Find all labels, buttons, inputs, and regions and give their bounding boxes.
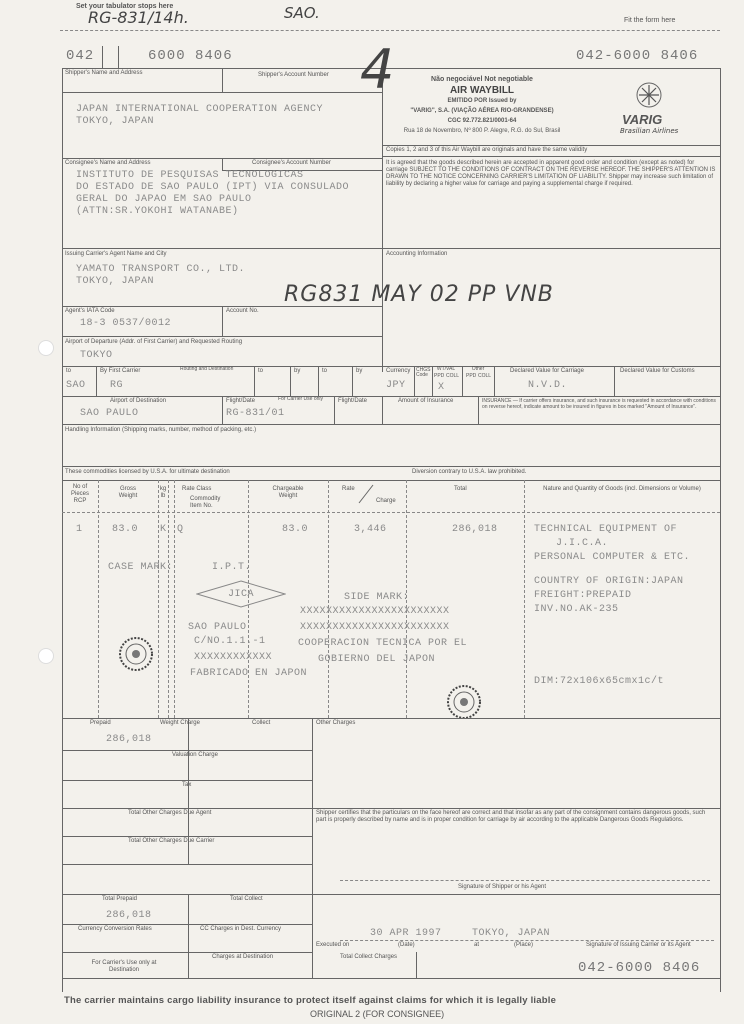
city-mark: SAO PAULO xyxy=(188,622,247,633)
goods-line: COUNTRY OF ORIGIN:JAPAN xyxy=(534,576,684,587)
fit-form-note: Fit the form here xyxy=(624,17,676,24)
date-label: (Date) xyxy=(398,942,415,948)
wt-val-label: WT/VAL xyxy=(436,366,456,372)
flight-value: RG-831/01 xyxy=(226,408,285,419)
not-negotiable: Não negociável Not negotiable xyxy=(431,76,533,83)
rate-class-value: Q xyxy=(177,524,184,535)
cgc: CGC 92.772.821/0001-64 xyxy=(447,118,517,124)
shipper-account-label: Shipper's Account Number xyxy=(258,72,329,78)
charges-dest-label: Charges at Destination xyxy=(212,954,274,960)
weight-charge-label: Weight Charge xyxy=(160,720,200,726)
issued-by: EMITIDO POR Issued by xyxy=(447,98,517,104)
due-carrier-label: Total Other Charges Due Carrier xyxy=(128,838,215,844)
carrier-value: RG xyxy=(110,380,124,391)
total-header: Total xyxy=(454,486,467,492)
prepaid-label: Prepaid xyxy=(90,720,111,726)
carrier-signature-label: Signature of Issuing Carrier or its Agent xyxy=(586,942,691,948)
diversion-note: Diversion contrary to U.S.A. law prohibited. xyxy=(412,469,527,475)
ppd-label: PPD xyxy=(434,373,445,379)
account-no-label: Account No. xyxy=(226,308,259,314)
consignee-line: (ATTN:SR.YOKOHI WATANABE) xyxy=(76,206,239,217)
by-label: by xyxy=(356,368,363,374)
executed-date: 30 APR 1997 xyxy=(370,928,442,939)
conditions-text: It is agreed that the goods described herein are accepted in apparent good order and condition (except as noted) for carriage SUBJECT TO THE CONDITIONS OF CONTRACT ON THE REVERSE HEREOF. THE SHIPPER'S ATTENTION IS DRAWN TO THE NOTICE CONCERNING CARRIER'S LIMITATION OF LIABILITY. Shipper may increase such limitation of liability by declaring a higher value for carriage and paying a supplemental charge if required. xyxy=(386,160,716,187)
copies-note: Copies 1, 2 and 3 of this Air Waybill are originals and have the same validity xyxy=(386,147,588,153)
side-x-line: XXXXXXXXXXXXXXXXXXXXXXX xyxy=(300,606,450,617)
awb-serial: 6000 8406 xyxy=(148,48,233,64)
executed-place: TOKYO, JAPAN xyxy=(472,928,551,939)
license-note: These commodities licensed by U.S.A. for ultimate destination xyxy=(65,469,230,475)
nature-header: Nature and Quantity of Goods (incl. Dimensions or Volume) xyxy=(543,486,701,492)
gov-mark: GOBIERNO DEL JAPON xyxy=(318,654,436,665)
rate-class-header: Rate Class xyxy=(182,486,212,492)
agent-line: YAMATO TRANSPORT CO., LTD. xyxy=(76,264,246,275)
shipper-signature-label: Signature of Shipper or his Agent xyxy=(458,884,547,890)
liability-notice: The carrier maintains cargo liability insurance to protect itself against claims for which it is legally liable xyxy=(64,995,557,1006)
insurance-note: INSURANCE — If carrier offers insurance, and such insurance is requested in accordance with conditions on reverse hereof, indicate amount to be insured in figures in box marked "Amount of Insurance". xyxy=(482,398,716,410)
side-mark: SIDE MARK: xyxy=(344,592,410,603)
round-stamp xyxy=(118,636,154,672)
consignee-line: GERAL DO JAPAO EM SAO PAULO xyxy=(76,194,252,205)
pieces-header: No of Pieces RCP xyxy=(70,484,89,504)
accounting-handwritten: RG831 MAY 02 PP VNB xyxy=(284,282,554,307)
issuer-address: Rua 18 de Novembro, Nº 800 P. Alegre, R.G. do Sul, Brasil xyxy=(403,128,561,134)
shipper-line: JAPAN INTERNATIONAL COOPERATION AGENCY xyxy=(76,104,324,115)
handwritten-four: 4 xyxy=(360,38,395,101)
case-mark: CASE MARK: xyxy=(108,562,174,573)
first-carrier-label: By First Carrier xyxy=(100,368,141,374)
varig-brand: VARIG xyxy=(622,112,663,127)
ppd-mark: X xyxy=(438,382,445,393)
total-prepaid-label: Total Prepaid xyxy=(102,896,138,902)
made-in-mark: FABRICADO EN JAPON xyxy=(190,668,308,679)
goods-line: FREIGHT:PREPAID xyxy=(534,590,632,601)
cno-mark: C/NO.1.1.-1 xyxy=(194,636,266,647)
handwritten-sao: SAO. xyxy=(284,4,320,22)
departure-value: TOKYO xyxy=(80,350,113,361)
coll-label: COLL xyxy=(446,373,460,379)
prepaid-weight-value: 286,018 xyxy=(106,734,152,745)
accounting-label: Accounting Information xyxy=(386,251,448,257)
kg-value: K xyxy=(160,524,167,535)
agent-line: TOKYO, JAPAN xyxy=(76,276,155,287)
consignee-line: DO ESTADO DE SAO PAULO (IPT) VIA CONSULADO xyxy=(76,182,350,193)
cc-charges-label: CC Charges in Dest. Currency xyxy=(200,926,282,932)
pieces-value: 1 xyxy=(76,524,83,535)
rate-header: Rate xyxy=(342,486,355,492)
consignee-line: INSTITUTO DE PESQUISAS TECNOLOGICAS xyxy=(76,170,304,181)
total-prepaid-value: 286,018 xyxy=(106,910,152,921)
handling-label: Handling Information (Shipping marks, number, method of packing, etc.) xyxy=(65,427,257,433)
currency-label: Currency xyxy=(386,368,411,374)
varig-logo-icon xyxy=(634,80,664,110)
charge-header: Charge xyxy=(376,498,396,504)
awb-title: AIR WAYBILL xyxy=(449,85,515,96)
punch-hole xyxy=(38,340,54,356)
tax-label: Tax xyxy=(182,782,192,788)
iata-code-value: 18-3 0537/0012 xyxy=(80,318,172,329)
consignee-label: Consignee's Name and Address xyxy=(65,160,151,166)
issuer: "VARIG", S.A. (VIAÇÃO AÉREA RIO-GRANDENSE) xyxy=(410,108,554,114)
ipt-mark: I.P.T. xyxy=(212,562,252,573)
flight-date-label: Flight/Date xyxy=(338,398,368,404)
place-label: (Place) xyxy=(514,942,534,948)
coll-label: COLL xyxy=(478,373,492,379)
other-charges-label: Other Charges xyxy=(316,720,356,726)
shipper-label: Shipper's Name and Address xyxy=(65,70,143,76)
airline-code: 042 xyxy=(66,48,95,64)
jica-mark: JICA xyxy=(228,589,255,600)
to-label: to xyxy=(66,368,72,374)
declared-carriage-label: Declared Value for Carriage xyxy=(510,368,584,374)
declared-carriage-value: N.V.D. xyxy=(528,380,568,391)
to-label: to xyxy=(322,368,328,374)
carrier-use-label: For Carrier Use only xyxy=(278,396,324,402)
currency-value: JPY xyxy=(386,380,406,391)
tabulator-note: Set your tabulator stops here xyxy=(76,3,174,10)
goods-line: DIM:72x106x65cmx1c/t xyxy=(534,676,665,687)
agent-label: Issuing Carrier's Agent Name and City xyxy=(65,251,167,257)
ppd-label: PPD xyxy=(466,373,477,379)
by-label: by xyxy=(294,368,301,374)
total-value: 286,018 xyxy=(452,524,498,535)
goods-line: J.I.C.A. xyxy=(556,538,609,549)
iata-code-label: Agent's IATA Code xyxy=(65,308,115,314)
side-x-line: XXXXXXXXXXXXXXXXXXXXXXX xyxy=(300,622,450,633)
gross-value: 83.0 xyxy=(112,524,139,535)
collect-label: Collect xyxy=(252,720,271,726)
kg-header: kg lb xyxy=(159,486,167,499)
amount-insurance-label: Amount of Insurance xyxy=(398,398,454,404)
gross-header: Gross Weight xyxy=(118,486,138,499)
to-value: SAO xyxy=(66,380,86,391)
awb-full-number: 042-6000 8406 xyxy=(576,48,699,64)
executed-on-label: Executed on xyxy=(316,942,350,948)
punch-hole xyxy=(38,648,54,664)
at-label: at xyxy=(474,942,480,948)
to-label: to xyxy=(258,368,264,374)
shipper-line: TOKYO, JAPAN xyxy=(76,116,155,127)
goods-line: PERSONAL COMPUTER & ETC. xyxy=(534,552,691,563)
declared-customs-label: Declared Value for Customs xyxy=(620,368,695,374)
routing-dest-label: Routing and Destination xyxy=(180,366,234,372)
goods-line: INV.NO.AK-235 xyxy=(534,604,619,615)
chargeable-value: 83.0 xyxy=(282,524,309,535)
rate-slash xyxy=(358,484,374,504)
carrier-use-dest-label: For Carrier's Use only at Destination xyxy=(91,960,157,973)
rate-value: 3,446 xyxy=(354,524,387,535)
varig-tagline: Brasilian Airlines xyxy=(620,127,679,135)
conversion-rates-label: Currency Conversion Rates xyxy=(78,926,152,932)
commodity-header: Commodity Item No. xyxy=(190,496,221,509)
total-collect-label: Total Collect xyxy=(230,896,263,902)
goods-line: TECHNICAL EQUIPMENT OF xyxy=(534,524,678,535)
consignee-account-label: Consignee's Account Number xyxy=(252,160,331,166)
x-mark: XXXXXXXXXXXX xyxy=(194,652,273,663)
departure-label: Airport of Departure (Addr. of First Carrier) and Requested Routing xyxy=(65,339,243,345)
awb-full-number-bottom: 042-6000 8406 xyxy=(578,960,701,976)
destination-value: SAO PAULO xyxy=(80,408,139,419)
chgs-label: CHGS Code xyxy=(416,367,431,378)
original-copy-label: ORIGINAL 2 (FOR CONSIGNEE) xyxy=(310,1009,445,1019)
flight-date-label: Flight/Date xyxy=(226,398,256,404)
handwritten-reference: RG-831/14h. xyxy=(88,8,189,27)
destination-label: Airport of Destination xyxy=(110,398,167,404)
chargeable-header: Chargeable Weight xyxy=(272,486,304,499)
due-agent-label: Total Other Charges Due Agent xyxy=(128,810,212,816)
other-label: Other xyxy=(471,366,485,372)
certification-text: Shipper certifies that the particulars on the face hereof are correct and that insofar as any part of the consignment contains dangerous goods, such part is properly described by name and is in proper condition for carriage by air according to the applicable Dangerous Goods Regulations. xyxy=(316,810,706,823)
total-collect-charges-label: Total Collect Charges xyxy=(340,954,398,960)
coop-mark: COOPERACION TECNICA POR EL xyxy=(298,638,468,649)
valuation-label: Valuation Charge xyxy=(172,752,218,758)
round-stamp xyxy=(446,684,482,720)
